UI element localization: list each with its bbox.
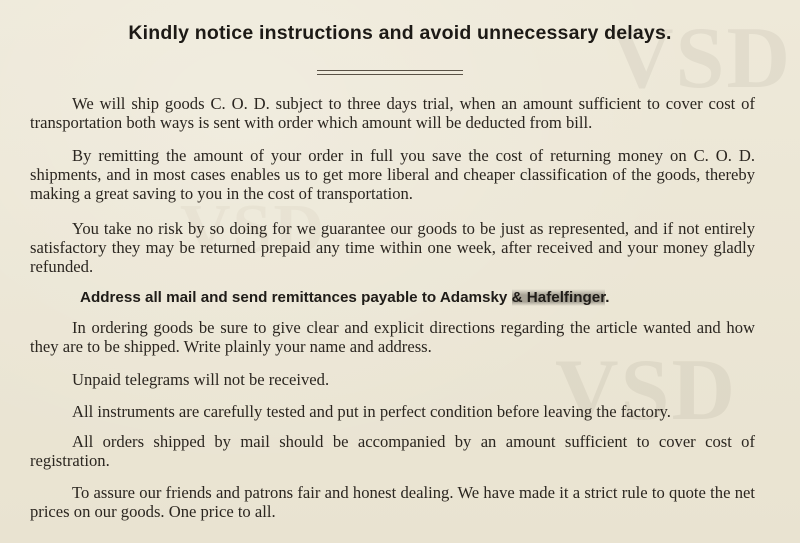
- paragraph-registration: All orders shipped by mail should be accompanied by an amount sufficient to cover cost of registration.: [30, 432, 755, 470]
- paragraph-ordering: In ordering goods be sure to give clear and explicit directions regarding the article wanted and how they are to be shipped. Write plainly your name and address.: [30, 318, 755, 356]
- address-suffix: .: [605, 289, 610, 306]
- paragraph-remit-full: By remitting the amount of your order in full you save the cost of returning money on C. O. D. shipments, and in most cases enables us to get more liberal and cheaper classification of the goods, thereby making a great saving to you in the cost of transportation.: [30, 146, 755, 203]
- paragraph-telegrams: Unpaid telegrams will not be received.: [72, 370, 330, 389]
- address-text: Address all mail and send remittances payable to Adamsky: [80, 289, 512, 306]
- watermark: VSD: [610, 10, 793, 107]
- watermark: VSD: [180, 191, 327, 268]
- divider-rule: [317, 70, 463, 71]
- paragraph-cod-trial: We will ship goods C. O. D. subject to three days trial, when an amount sufficient to cover cost of transportation both ways is sent with order which amount will be deducted from bill.: [30, 94, 755, 132]
- paragraph-guarantee: You take no risk by so doing for we guarantee our goods to be just as represented, and if not entirely satisfactory they may be returned prepaid any time within one week, after received and your money gladly refunded.: [30, 219, 755, 276]
- paragraph-address: [80, 288, 760, 307]
- address-highlight: & Hafelfinger: [511, 289, 606, 306]
- divider-rule: [317, 74, 463, 75]
- watermark: VSD: [555, 342, 738, 439]
- paragraph-instruments: All instruments are carefully tested and put in perfect condition before leaving the factory.: [72, 402, 671, 421]
- paragraph-one-price: To assure our friends and patrons fair and honest dealing. We have made it a strict rule to quote the net prices on our goods. One price to all.: [30, 483, 755, 521]
- page-heading: Kindly notice instructions and avoid unnecessary delays.: [128, 22, 672, 44]
